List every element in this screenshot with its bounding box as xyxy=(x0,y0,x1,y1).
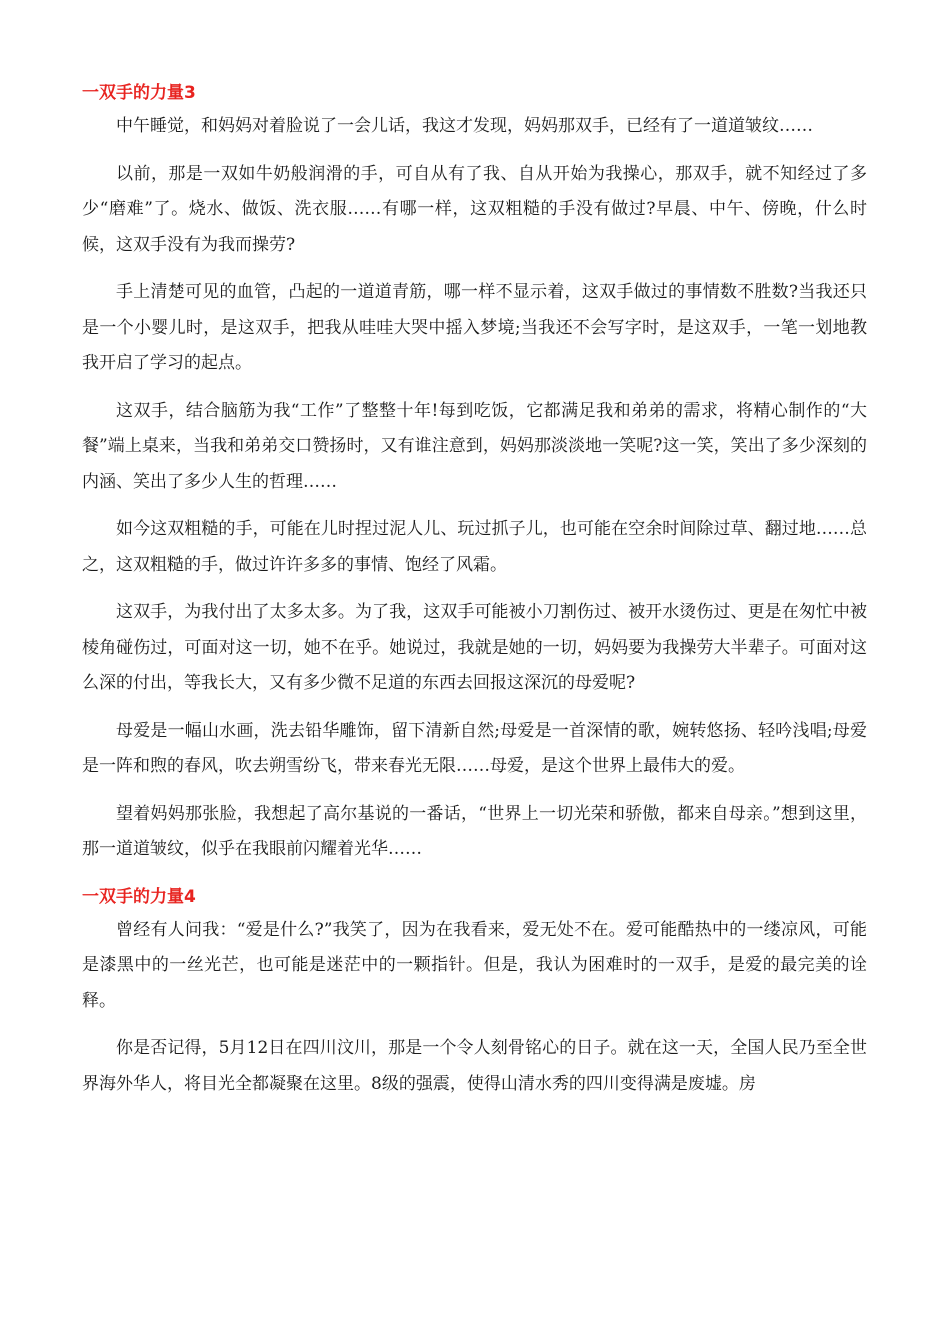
paragraph: 望着妈妈那张脸，我想起了高尔基说的一番话，“世界上一切光荣和骄傲，都来自母亲。”想到这里，那一道道皱纹，似乎在我眼前闪耀着光华…… xyxy=(82,803,867,859)
paragraph: 你是否记得，5月12日在四川汶川，那是一个令人刻骨铭心的日子。就在这一天，全国人民乃至全世界海外华人，将目光全都凝聚在这里。8级的强震，使得山清水秀的四川变得满是废墟。房 xyxy=(82,1038,867,1094)
paragraph: 曾经有人问我：“爱是什么?”我笑了，因为在我看来，爱无处不在。爱可能酷热中的一缕凉风，可能是漆黑中的一丝光芒，也可能是迷茫中的一颗指针。但是，我认为困难时的一双手，是爱的最完美的诠释。 xyxy=(82,919,867,1011)
section-title: 一双手的力量3 xyxy=(82,83,196,103)
paragraph: 这双手，结合脑筋为我“工作”了整整十年!每到吃饭，它都满足我和弟弟的需求，将精心制作的“大餐”端上桌来，当我和弟弟交口赞扬时，又有谁注意到，妈妈那淡淡地一笑呢?这一笑，笑出了多少深刻的内涵、笑出了多少人生的哲理…… xyxy=(82,400,867,492)
paragraph: 中午睡觉，和妈妈对着脸说了一会儿话，我这才发现，妈妈那双手，已经有了一道道皱纹…… xyxy=(116,116,813,136)
section-1 xyxy=(82,80,867,868)
paragraph: 手上清楚可见的血管，凸起的一道道青筋，哪一样不显示着，这双手做过的事情数不胜数?当我还只是一个小婴儿时，是这双手，把我从哇哇大哭中摇入梦境;当我还不会写字时，是这双手，一笔一划地教我开启了学习的起点。 xyxy=(82,282,867,373)
section-title: 一双手的力量4 xyxy=(82,886,196,907)
section-2 xyxy=(82,884,867,1103)
article-body xyxy=(82,80,867,1102)
paragraph: 这双手，为我付出了太多太多。为了我，这双手可能被小刀割伤过、被开水烫伤过、更是在匆忙中被棱角碰伤过，可面对这一切，她不在乎。她说过，我就是她的一切，妈妈要为我操劳大半辈子。可面对这么深的付出，等我长大，又有多少微不足道的东西去回报这深沉的母爱呢? xyxy=(82,602,867,693)
paragraph: 母爱是一幅山水画，洗去铅华雕饰，留下清新自然;母爱是一首深情的歌，婉转悠扬、轻吟浅唱;母爱是一阵和煦的春风，吹去朔雪纷飞，带来春光无限……母爱，是这个世界上最伟大的爱。 xyxy=(82,720,867,776)
paragraph: 如今这双粗糙的手，可能在儿时捏过泥人儿、玩过抓子儿，也可能在空余时间除过草、翻过地……总之，这双粗糙的手，做过许许多多的事情、饱经了风霜。 xyxy=(82,519,867,575)
paragraph: 以前，那是一双如牛奶般润滑的手，可自从有了我、自从开始为我操心，那双手，就不知经过了多少“磨难”了。烧水、做饭、洗衣服……有哪一样，这双粗糙的手没有做过?早晨、中午、傍晚，什么时候，这双手没有为我而操劳? xyxy=(82,163,867,255)
